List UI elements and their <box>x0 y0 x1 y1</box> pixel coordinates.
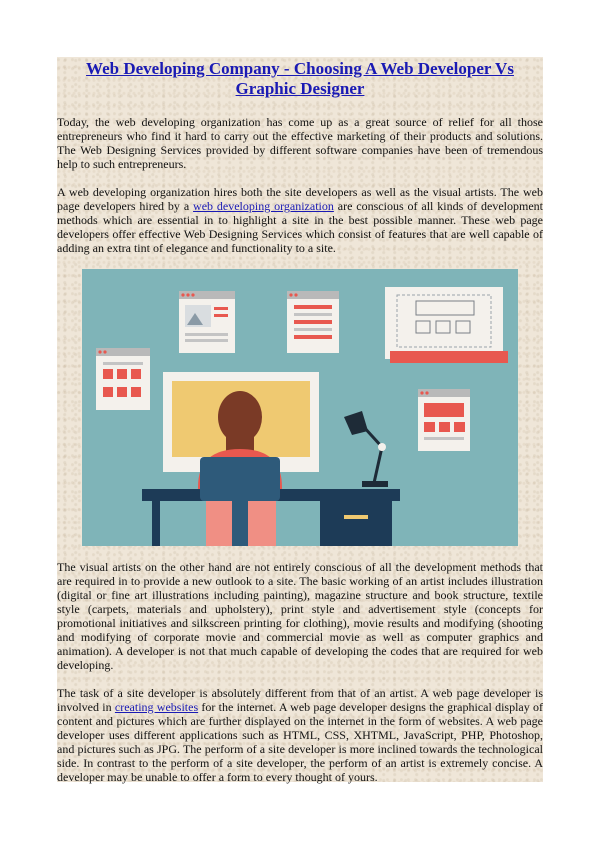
paragraph-text: A web developing organization hires both the site developers as well as the visual artists. The web page developers hired by a <box>57 185 543 213</box>
wireframe-board-icon <box>385 287 508 363</box>
paragraph-intro: Today, the web developing organization has come up as a great source of relief for all those entrepreneurs who find it hard to carry out the effective marketing of their products and solutions. The Web Designing Services provided by different software companies have been of tremendous help to such entrepreneurs. <box>57 115 543 171</box>
document-page <box>57 57 543 782</box>
paragraph-artists: The visual artists on the other hand are not entirely conscious of all the development methods that are required in to provide a new outlook to a site. The basic working of an artist includes illustration (digital or fine art illustrations including painting), magazine structure and book structure, textile style (carpets, materials and upholstery), print style and advertisement style (concepts for promotional initiatives and silkscreen printing for clothing), movie results and modifying (shooting and modifying of corporate movie and commercial movie as well as computer graphics and animation). A developer is not that much capable of developing the codes that are required for web developing. <box>57 560 543 672</box>
web-developing-organization-link[interactable]: web developing organization <box>193 199 334 213</box>
paragraph-text: for the internet. A web page developer designs the graphical display of content and pictures which are further displayed on the internet in the form of websites. A web page developer uses different applications such as HTML, CSS, XHTML, JavaScript, PHP, Photoshop, and pictures such as JPG. The perform of a site developer is more inclined towards the technological side. In contrast to the perform of a site developer, the perform of an artist is extremely concise. A developer may be unable to offer a form to every thought of yours. <box>57 700 544 784</box>
web-card-icon <box>418 389 470 451</box>
paragraph-developer <box>57 686 543 784</box>
web-card-icon <box>96 348 150 410</box>
creating-websites-link[interactable]: creating websites <box>114 700 199 714</box>
paragraph-text: are conscious of all kinds of development methods which are essential in to highlight a site in the best possible manner. These web page developers offer effective Web Designing Services which consist of features that are well capable of adding an extra tint of elegance and functionality to a site. <box>57 199 543 255</box>
web-card-icon <box>179 291 235 353</box>
page-title <box>57 59 543 99</box>
developer-illustration <box>82 269 518 546</box>
paragraph-text: The task of a site developer is absolutely different from that of an artist. A web page developer is involved in <box>57 686 543 714</box>
web-card-icon <box>287 291 339 353</box>
paragraph-hiring <box>57 185 543 255</box>
title-link[interactable]: Web Developing Company - Choosing A Web Developer Vs Graphic Designer <box>86 59 514 98</box>
